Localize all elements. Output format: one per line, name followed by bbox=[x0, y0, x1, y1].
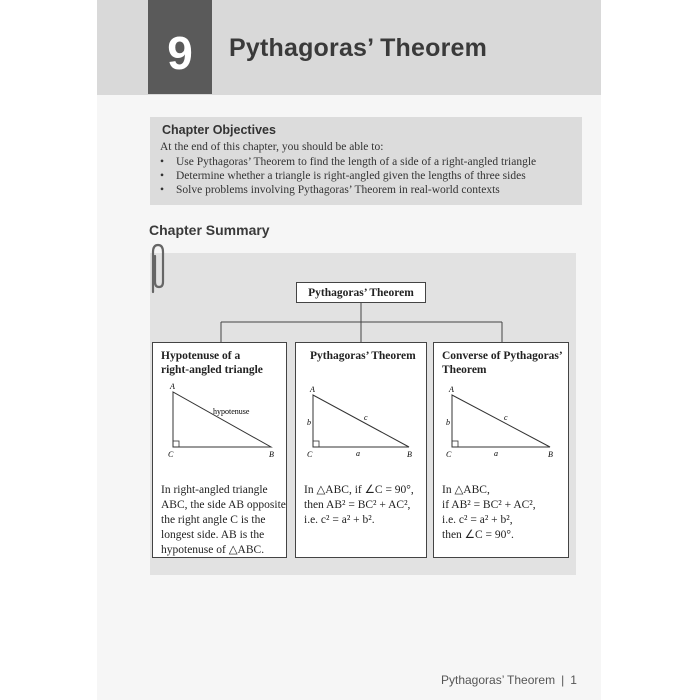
card-text-line: longest side. AB is the bbox=[161, 529, 265, 541]
vertex-label-c: C bbox=[446, 450, 452, 459]
vertex-label-c: C bbox=[307, 450, 313, 459]
page-footer bbox=[441, 673, 577, 687]
card-text-line: In right-angled triangle bbox=[161, 484, 268, 496]
side-label-b: b bbox=[446, 418, 450, 427]
card-text bbox=[304, 483, 414, 528]
card-text-line: hypotenuse of △ABC. bbox=[161, 544, 265, 556]
vertex-label-c: C bbox=[168, 450, 174, 459]
card-text-line: the right angle C is the bbox=[161, 514, 266, 526]
side-label-b: b bbox=[307, 418, 311, 427]
bullet-icon: • bbox=[160, 156, 165, 168]
side-label-a: a bbox=[494, 449, 498, 458]
vertex-label-a: A bbox=[310, 385, 315, 394]
objective-text: Determine whether a triangle is right-angled given the lengths of three sides bbox=[176, 170, 526, 182]
objectives-intro: At the end of this chapter, you should be able to: bbox=[160, 141, 384, 153]
vertex-label-a: A bbox=[449, 385, 454, 394]
objectives-title: Chapter Objectives bbox=[162, 123, 276, 137]
footer-section: Pythagoras’ Theorem bbox=[441, 673, 556, 687]
side-label-c: c bbox=[504, 413, 508, 422]
card-text bbox=[442, 483, 536, 543]
card-converse bbox=[433, 342, 569, 558]
side-label-c: c bbox=[364, 413, 368, 422]
summary-title: Chapter Summary bbox=[149, 222, 270, 238]
bullet-icon: • bbox=[160, 184, 165, 196]
card-hypotenuse bbox=[152, 342, 287, 558]
card-text-line: In △ABC, bbox=[442, 484, 490, 496]
chapter-number: 9 bbox=[148, 0, 212, 94]
card-title-line: Pythagoras’ Theorem bbox=[310, 350, 416, 362]
card-text-line: i.e. c² = a² + b². bbox=[304, 514, 375, 526]
root-node: Pythagoras’ Theorem bbox=[296, 282, 426, 303]
side-label-a: a bbox=[356, 449, 360, 458]
page-number: 1 bbox=[570, 673, 577, 687]
card-text-line: if AB² = BC² + AC², bbox=[442, 499, 536, 511]
card-pythagoras bbox=[295, 342, 427, 558]
vertex-label-b: B bbox=[548, 450, 553, 459]
card-text-line: then ∠C = 90°. bbox=[442, 529, 514, 541]
card-text-line: then AB² = BC² + AC², bbox=[304, 499, 411, 511]
card-text bbox=[161, 483, 286, 558]
card-text-line: ABC, the side AB opposite bbox=[161, 499, 286, 511]
card-title-line: Theorem bbox=[442, 364, 487, 376]
footer-separator: | bbox=[561, 673, 565, 687]
hypotenuse-label: hypotenuse bbox=[213, 407, 250, 416]
vertex-label-b: B bbox=[269, 450, 274, 459]
card-title-line: Hypotenuse of a bbox=[161, 350, 241, 362]
chapter-title: Pythagoras’ Theorem bbox=[229, 34, 488, 62]
objective-text: Solve problems involving Pythagoras’ Theorem in real-world contexts bbox=[176, 184, 500, 196]
vertex-label-a: A bbox=[170, 382, 175, 391]
card-title-line: right-angled triangle bbox=[161, 364, 263, 376]
bullet-icon: • bbox=[160, 170, 165, 182]
objective-text: Use Pythagoras’ Theorem to find the length of a side of a right-angled triangle bbox=[176, 156, 537, 168]
vertex-label-b: B bbox=[407, 450, 412, 459]
card-text-line: In △ABC, if ∠C = 90°, bbox=[304, 484, 414, 496]
card-title-line: Converse of Pythagoras’ bbox=[442, 350, 563, 362]
card-text-line: i.e. c² = a² + b², bbox=[442, 514, 513, 526]
